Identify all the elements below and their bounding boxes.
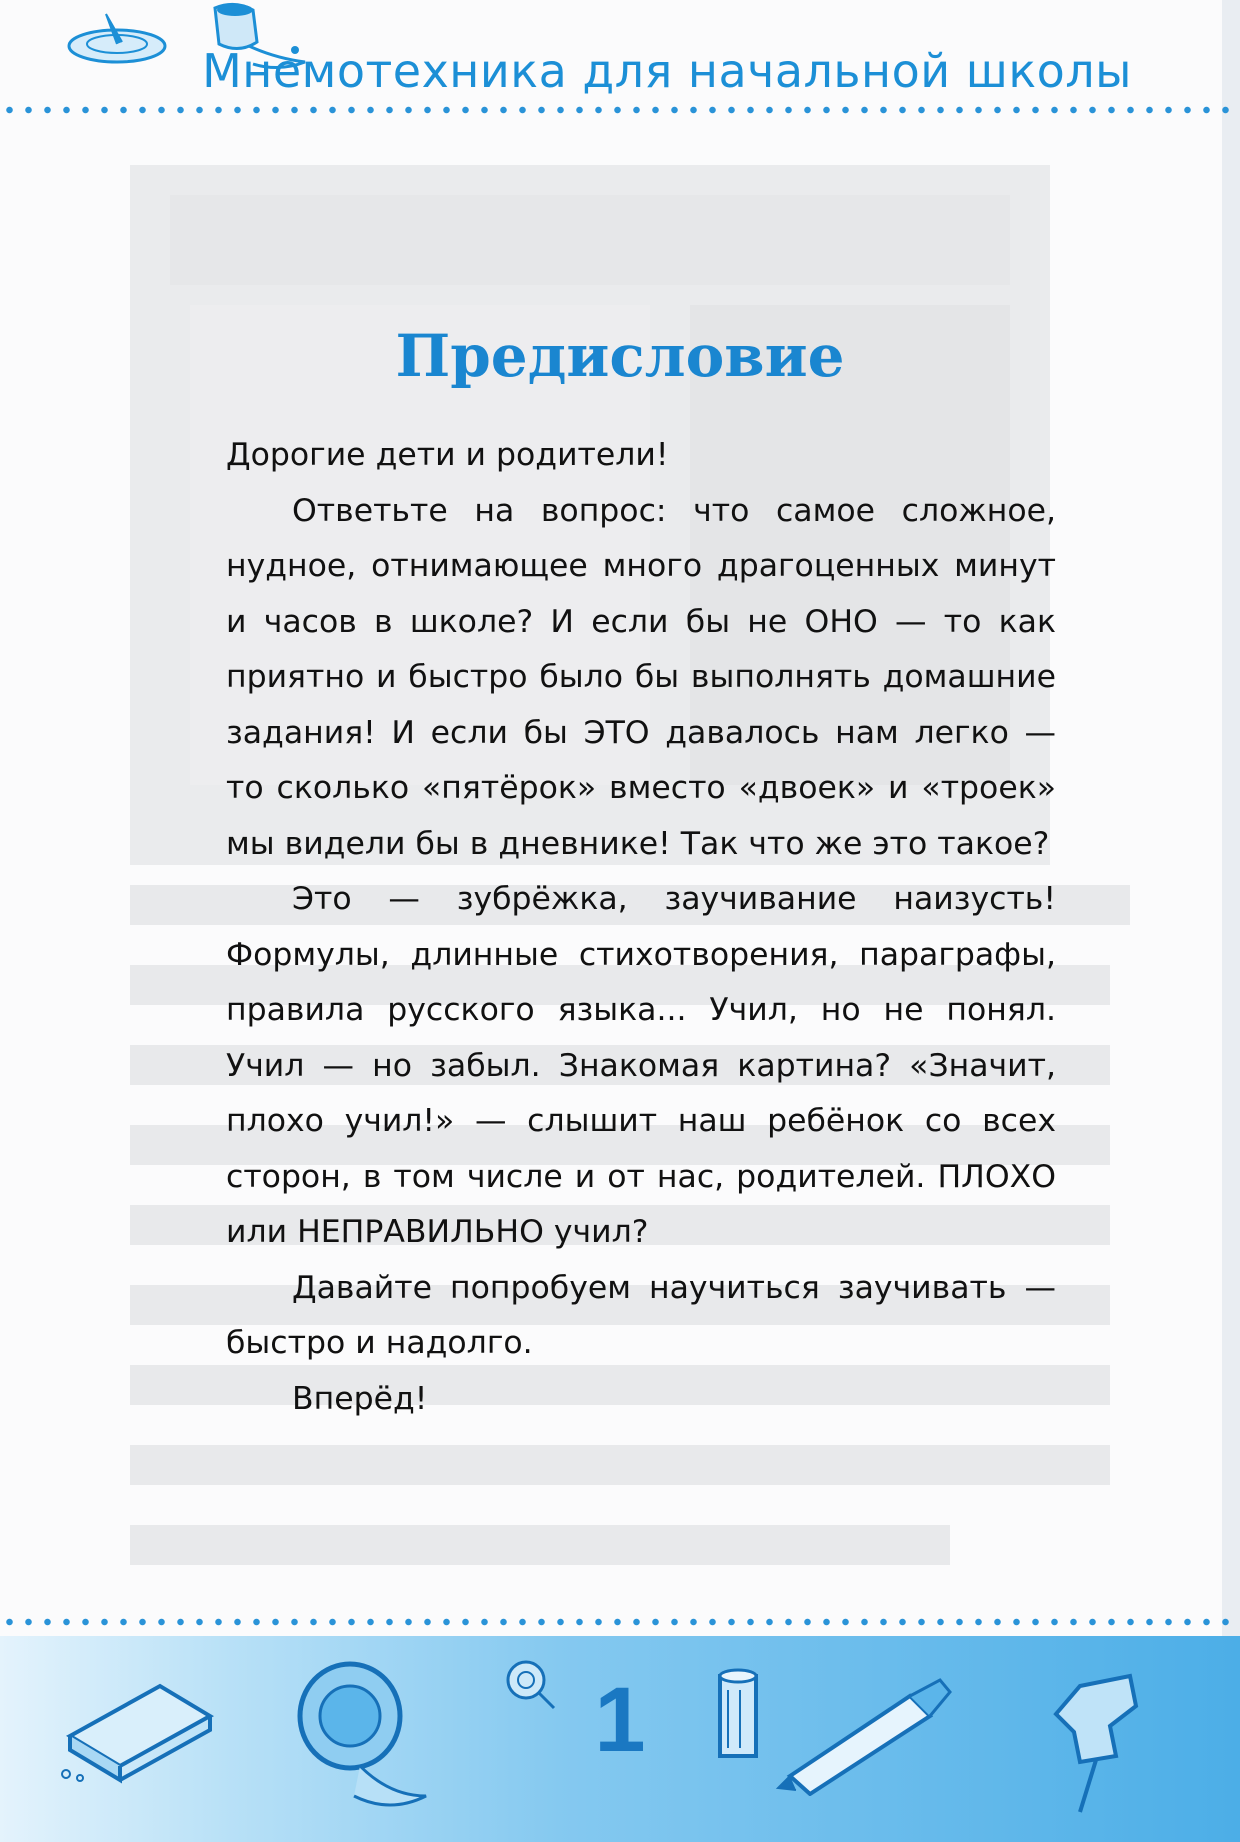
page-title: Предисловие bbox=[395, 322, 845, 390]
header-title: Мнемотехника для начальной школы bbox=[202, 44, 1132, 98]
sundial-icon bbox=[62, 6, 172, 68]
paper-roll-icon bbox=[700, 1666, 780, 1766]
dotted-divider-bottom bbox=[0, 1616, 1240, 1628]
page-header bbox=[0, 0, 1240, 140]
thumbtack-icon bbox=[1040, 1666, 1160, 1816]
paragraph-cramming: Это — зубрёжка, заучивание наизусть! Формулы, длинные стихотворения, параграфы, правила русского языка... Учил, но не понял. Учил — но забыл. Знакомая картина? «Значит, плохо учил!» — слышит наш ребёнок со всех сторон, в том числе и от нас, родителей. ПЛОХО или НЕПРАВИЛЬНО учил? bbox=[226, 881, 1056, 1250]
foreword-text bbox=[226, 428, 1056, 1427]
pushpin-icon bbox=[500, 1654, 560, 1714]
paragraph-greeting: Дорогие дети и родители! bbox=[226, 437, 669, 473]
paragraph-question: Ответьте на вопрос: что самое сложное, нудное, отнимающее много драгоценных минут и часов в школе? И если бы не ОНО — то как приятно и быстро было бы выполнять домашние задания! И если бы ЭТО давалось нам легко — то сколько «пятёрок» вместо «двоек» и «троек» мы видели бы в дневнике! Так что же это такое? bbox=[226, 492, 1056, 862]
eraser-icon bbox=[50, 1666, 230, 1786]
paragraph-invitation: Давайте попробуем научиться заучивать — быстро и надолго. bbox=[226, 1269, 1056, 1361]
paragraph-forward: Вперёд! bbox=[292, 1380, 428, 1417]
marker-icon bbox=[770, 1676, 960, 1796]
page-footer bbox=[0, 1636, 1240, 1842]
dotted-divider-top bbox=[0, 104, 1240, 116]
ink-bottle-icon bbox=[290, 1646, 430, 1816]
page-edge bbox=[1222, 0, 1240, 1842]
page-number: 1 bbox=[594, 1669, 646, 1771]
